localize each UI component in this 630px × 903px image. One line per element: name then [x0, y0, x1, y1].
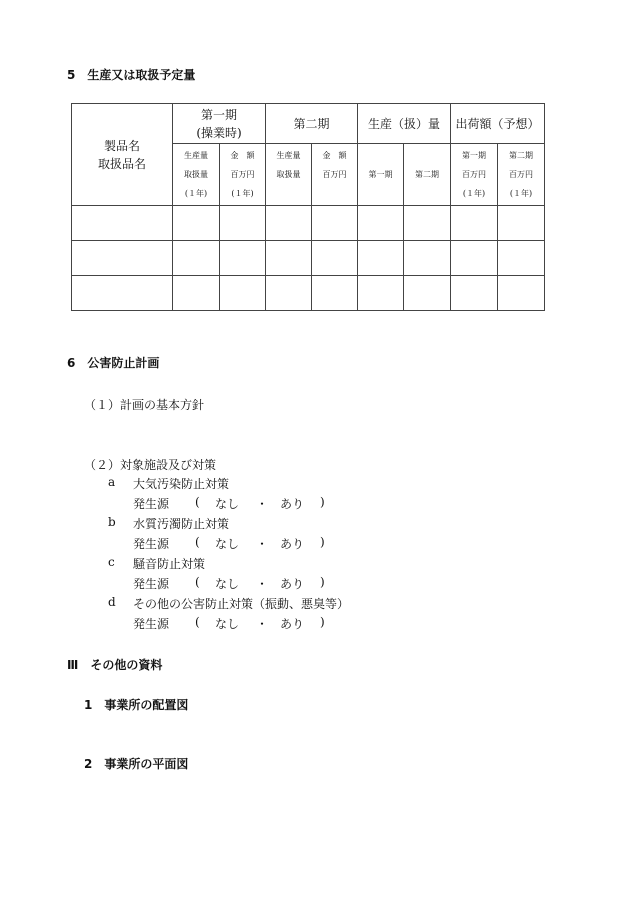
- separator-dot: ・: [256, 577, 269, 591]
- open-paren: (: [195, 495, 200, 509]
- subheader-c4: 金 額 百万円: [312, 144, 358, 206]
- measure-c-label: 騒音防止対策: [133, 557, 206, 571]
- table-cell[interactable]: [220, 276, 266, 311]
- period1-header: 第一期 (操業時): [173, 104, 266, 144]
- table-cell[interactable]: [404, 241, 451, 276]
- table-cell[interactable]: [266, 276, 312, 311]
- table-cell[interactable]: [498, 206, 545, 241]
- table-cell[interactable]: [220, 206, 266, 241]
- measure-b-label: 水質汚濁防止対策: [133, 517, 230, 531]
- separator-dot: ・: [256, 537, 269, 551]
- option-yes[interactable]: あり: [280, 497, 305, 511]
- subheader-c6: 第二期: [404, 144, 451, 206]
- table-cell[interactable]: [72, 276, 173, 311]
- floor-plan-heading: 2 事業所の平面図: [84, 757, 189, 771]
- source-label: 発生源: [133, 577, 170, 591]
- table-cell[interactable]: [266, 206, 312, 241]
- subheader-c7: 第一期 百万円 (１年): [451, 144, 498, 206]
- measure-c-letter: c: [108, 555, 115, 569]
- subheader-c5: 第一期: [358, 144, 404, 206]
- section-5-title: 5 生産又は取扱予定量: [67, 68, 196, 82]
- subheader-c3: 生産量 取扱量: [266, 144, 312, 206]
- table-cell[interactable]: [358, 206, 404, 241]
- table-row: [72, 241, 545, 276]
- table-cell[interactable]: [498, 241, 545, 276]
- production-table: [71, 103, 545, 311]
- open-paren: (: [195, 615, 200, 629]
- table-cell[interactable]: [266, 241, 312, 276]
- open-paren: (: [195, 535, 200, 549]
- separator-dot: ・: [256, 497, 269, 511]
- table-header-row: [72, 104, 545, 144]
- source-label: 発生源: [133, 497, 170, 511]
- open-paren: (: [195, 575, 200, 589]
- subheader-c8: 第二期 百万円 (１年): [498, 144, 545, 206]
- measure-a-letter: a: [108, 475, 116, 489]
- measure-b-letter: b: [108, 515, 116, 529]
- measure-a-label: 大気汚染防止対策: [133, 477, 230, 491]
- table-cell[interactable]: [220, 241, 266, 276]
- source-label: 発生源: [133, 617, 170, 631]
- close-paren: ): [320, 615, 325, 629]
- table-cell[interactable]: [451, 206, 498, 241]
- subheader-c2: 金 額 百万円 (１年): [220, 144, 266, 206]
- layout-plan-heading: 1 事業所の配置図: [84, 698, 189, 712]
- option-none[interactable]: なし: [215, 577, 240, 591]
- shipment-value-header: 出荷額（予想）: [451, 104, 545, 144]
- source-line-a: [133, 495, 333, 511]
- table-cell[interactable]: [72, 241, 173, 276]
- table-cell[interactable]: [173, 206, 220, 241]
- production-volume-header: 生産（扱）量: [358, 104, 451, 144]
- section-6-title: 6 公害防止計画: [67, 356, 160, 370]
- period2-header: 第二期: [266, 104, 358, 144]
- subheader-c1: 生産量 取扱量 (１年): [173, 144, 220, 206]
- table-cell[interactable]: [451, 276, 498, 311]
- table-cell[interactable]: [451, 241, 498, 276]
- close-paren: ): [320, 495, 325, 509]
- table-cell[interactable]: [312, 276, 358, 311]
- close-paren: ): [320, 535, 325, 549]
- source-line-b: [133, 535, 333, 551]
- target-facilities-heading: （２）対象施設及び対策: [84, 458, 217, 472]
- table-cell[interactable]: [404, 276, 451, 311]
- table-cell[interactable]: [358, 241, 404, 276]
- measure-d-label: その他の公害防止対策（振動、悪臭等）: [133, 597, 350, 611]
- table-cell[interactable]: [72, 206, 173, 241]
- separator-dot: ・: [256, 617, 269, 631]
- basic-policy-heading: （１）計画の基本方針: [84, 398, 205, 412]
- table-cell[interactable]: [312, 241, 358, 276]
- option-yes[interactable]: あり: [280, 577, 305, 591]
- source-line-d: [133, 615, 333, 631]
- product-name-header: 製品名 取扱品名: [72, 104, 173, 206]
- table-row: [72, 206, 545, 241]
- option-yes[interactable]: あり: [280, 617, 305, 631]
- table-cell[interactable]: [498, 276, 545, 311]
- section-iii-title: Ⅲ その他の資料: [67, 658, 163, 672]
- option-none[interactable]: なし: [215, 537, 240, 551]
- option-yes[interactable]: あり: [280, 537, 305, 551]
- source-label: 発生源: [133, 537, 170, 551]
- measure-d-letter: d: [108, 595, 116, 609]
- table-cell[interactable]: [312, 206, 358, 241]
- table-cell[interactable]: [404, 206, 451, 241]
- source-line-c: [133, 575, 333, 591]
- option-none[interactable]: なし: [215, 617, 240, 631]
- table-row: [72, 276, 545, 311]
- table-cell[interactable]: [358, 276, 404, 311]
- table-cell[interactable]: [173, 276, 220, 311]
- close-paren: ): [320, 575, 325, 589]
- table-cell[interactable]: [173, 241, 220, 276]
- option-none[interactable]: なし: [215, 497, 240, 511]
